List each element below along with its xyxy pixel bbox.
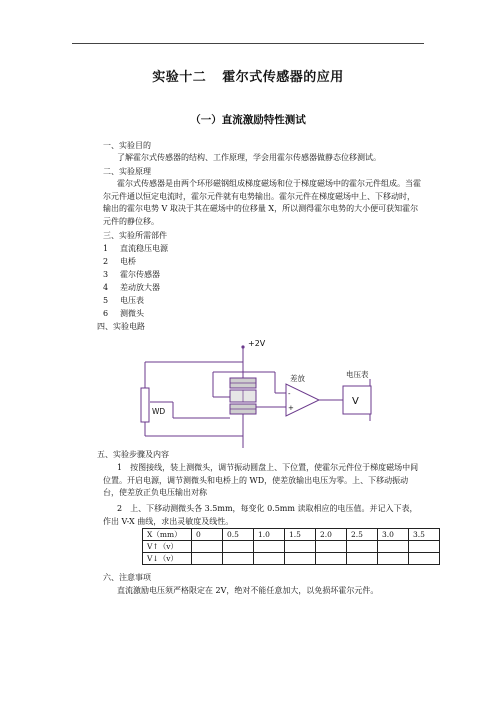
measurement-table (142, 528, 440, 565)
table-cell: 3.0 (378, 529, 409, 541)
table-cell (223, 541, 254, 553)
part-item: 2 电桥 (103, 257, 136, 266)
heading-circuit: 四、实验电路 (97, 322, 145, 331)
table-cell (316, 541, 347, 553)
meter-symbol: V (352, 396, 359, 407)
pot-label: WD (152, 407, 166, 416)
table-cell: 2.5 (347, 529, 378, 541)
table-cell: 2.0 (316, 529, 347, 541)
table-cell (347, 541, 378, 553)
title-main: 霍尔式传感器的应用 (222, 70, 344, 85)
principle-text: 霍尔式传感器是由两个环形磁钢组成梯度磁场和位于梯度磁场中的霍尔元件组成。当霍尔元件通以恒定电流时，霍尔元件就有电势输出。霍尔元件在梯度磁场中上、下移动时，输出的霍尔电势 V 取决于其在磁场中的位移量 X，所以测得霍尔电势的大小便可获知霍尔元件的静位移。 (103, 179, 421, 226)
table-cell (409, 541, 440, 553)
table-row (143, 541, 440, 553)
step-1: 1 按图接线，装上测微头，调节振动圆盘上、下位置，使霍尔元件位于梯度磁场中间位置。开启电源，调节测微头和电桥上的 WD，使差放输出电压为零。上、下移动振动台，使差放正负电压输出对称 (103, 463, 419, 497)
table-cell (285, 553, 316, 565)
section-subtitle: （一）直流激励特性测试 (190, 114, 306, 126)
part-item: 4 差动放大器 (103, 283, 160, 292)
table-cell (254, 541, 285, 553)
part-item: 3 霍尔传感器 (103, 270, 160, 279)
table-cell: 0.5 (223, 529, 254, 541)
table-cell: 3.5 (409, 529, 440, 541)
table-cell: 1.5 (285, 529, 316, 541)
part-item: 6 测微头 (103, 309, 144, 318)
table-cell (378, 541, 409, 553)
table-cell (192, 541, 223, 553)
notes-text: 直流激励电压须严格限定在 2V，绝对不能任意加大，以免损坏霍尔元件。 (117, 586, 379, 595)
heading-parts: 三、实验所需部件 (103, 231, 167, 240)
table-cell (192, 553, 223, 565)
heading-purpose: 一、实验目的 (103, 141, 151, 150)
table-cell: 1.0 (254, 529, 285, 541)
table-cell (285, 541, 316, 553)
table-row-label: V↓（v） (143, 553, 192, 565)
table-cell: 0 (192, 529, 223, 541)
table-cell (254, 553, 285, 565)
plus-sign: + (288, 404, 294, 412)
table-row (143, 529, 440, 541)
table-header-x: X（mm） (143, 529, 192, 541)
table-row (143, 553, 440, 565)
heading-notes: 六、注意事项 (103, 573, 151, 582)
part-item: 1 直流稳压电源 (103, 244, 168, 253)
table-cell (223, 553, 254, 565)
table-row-label: V↑（v） (143, 541, 192, 553)
step-2: 2 上、下移动测微头各 3.5mm，每变化 0.5mm 读取相应的电压值。并记入下表，作出 V-X 曲线，求出灵敏度及线性。 (103, 504, 418, 526)
minus-sign: - (288, 390, 291, 398)
table-cell (409, 553, 440, 565)
table-cell (378, 553, 409, 565)
heading-steps: 五、实验步骤及内容 (97, 450, 169, 459)
part-item: 5 电压表 (103, 296, 144, 305)
table-cell (316, 553, 347, 565)
title-prefix: 实验十二 (152, 70, 207, 85)
purpose-text: 了解霍尔式传感器的结构、工作原理，学会用霍尔传感器做静态位移测试。 (117, 153, 381, 162)
supply-label: +2V (248, 339, 266, 348)
meter-label: 电压表 (346, 370, 369, 379)
heading-principle: 二、实验原理 (103, 167, 151, 176)
amp-label: 差放 (290, 374, 305, 383)
table-cell (347, 553, 378, 565)
